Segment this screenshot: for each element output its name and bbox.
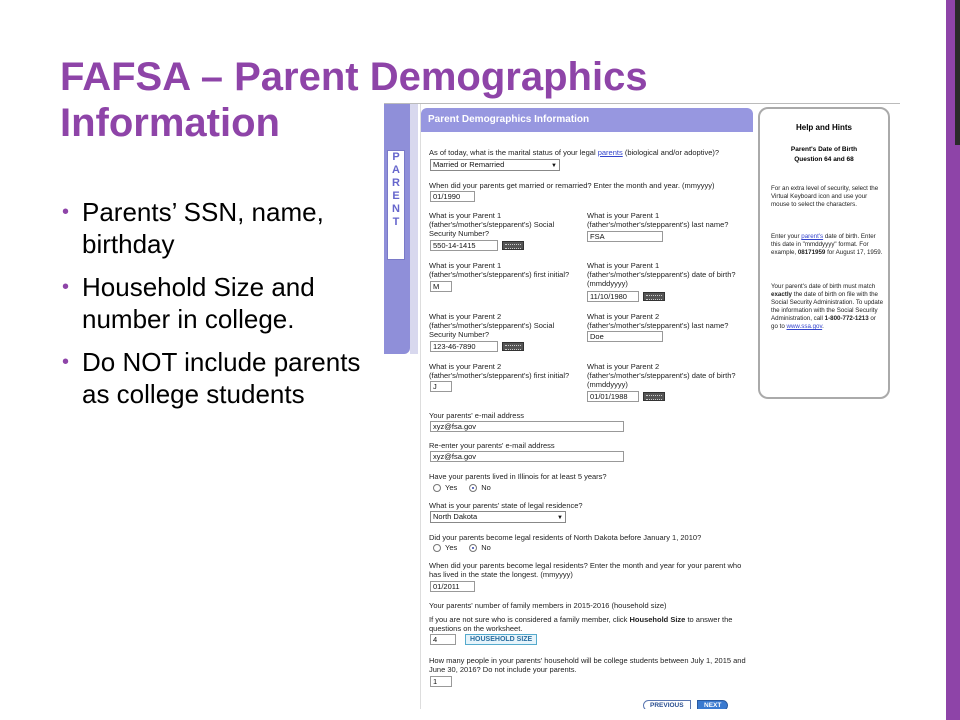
virtual-keyboard-icon[interactable] [643, 292, 665, 301]
p1-ssn-input[interactable]: 550-14-1415 [430, 240, 498, 251]
in-college-question: How many people in your parents' household will be college students between July 1, 2015 and June 30, 2016? Do not include your parents. [429, 656, 746, 674]
p1-ssn-question: What is your Parent 1 (father's/mother's/stepparent's) Social Security Number? [429, 211, 555, 238]
email-input[interactable]: xyz@fsa.gov [430, 421, 624, 432]
no-label: No [481, 543, 491, 552]
chevron-down-icon: ▼ [551, 163, 557, 169]
p1-initial-input[interactable]: M [430, 281, 452, 292]
email-confirm-input[interactable]: xyz@fsa.gov [430, 451, 624, 462]
tab-letter: E [392, 190, 400, 202]
p2-last-name-input[interactable]: Doe [587, 331, 663, 342]
married-date-question: When did your parents get married or remarried? Enter the month and year. (mmyyyy) [429, 181, 715, 190]
household-hint [429, 615, 747, 633]
state-select[interactable] [430, 511, 566, 523]
hints-p2-text: Enter your [771, 233, 802, 240]
chevron-down-icon: ▼ [557, 515, 563, 521]
marital-q-text-end: (biological and/or adoptive)? [622, 148, 720, 157]
virtual-keyboard-icon[interactable] [643, 392, 665, 401]
in-college-input[interactable]: 1 [430, 676, 452, 687]
bullet-item: • Do NOT include parents as college students [62, 346, 362, 410]
hints-paragraph-1: For an extra level of security, select the Virtual Keyboard icon and use your mouse to select the characters. [771, 185, 879, 208]
married-date-input[interactable]: 01/1990 [430, 191, 475, 202]
legal-yes-radio[interactable] [433, 544, 441, 552]
hints-paragraph-3 [771, 283, 883, 331]
parent-demographics-form [420, 104, 752, 709]
parent-tab-strip [387, 150, 405, 260]
p2-ssn-input[interactable]: 123-46-7890 [430, 341, 498, 352]
p1-last-name-input[interactable]: FSA [587, 231, 663, 242]
household-size-input[interactable]: 4 [430, 634, 456, 645]
parents-hint-link[interactable]: parent's [801, 233, 824, 240]
hints-topic: Parent's Date of Birth [790, 146, 858, 153]
no-label: No [481, 483, 491, 492]
hints-p3-middle: the date of birth on file with the Social Security Administration. To update the information with the Social Security Administration, call [771, 291, 884, 322]
lived-5yrs-radio-group [433, 483, 503, 492]
parents-link[interactable]: parents [597, 148, 623, 157]
bullet-item: • Household Size and number in college. [62, 271, 362, 335]
legal-no-radio[interactable] [469, 544, 477, 552]
form-header-title: Parent Demographics Information [428, 114, 590, 125]
virtual-keyboard-icon[interactable] [502, 342, 524, 351]
hints-p2-example: 08171959 [797, 249, 826, 256]
household-question: Your parents' number of family members in 2015-2016 (household size) [429, 601, 667, 610]
tab-letter: N [392, 203, 400, 215]
p2-initial-question: What is your Parent 2 (father's/mother's/stepparent's) first initial? [429, 362, 570, 380]
hints-p3-bold: exactly [771, 291, 792, 298]
virtual-keyboard-icon[interactable] [502, 241, 524, 250]
hints-question-ref: Question 64 and 68 [794, 156, 854, 163]
ssa-link[interactable]: www.ssa.gov [786, 323, 823, 330]
household-size-button[interactable]: HOUSEHOLD SIZE [465, 634, 537, 645]
household-hint-text: If you are not sure who is considered a family member, click [429, 615, 630, 624]
lived-no-radio[interactable] [469, 484, 477, 492]
tab-letter: R [392, 177, 400, 189]
marital-q-text: As of today, what is the marital status of your legal [429, 148, 598, 157]
hints-p3-end: . [822, 323, 824, 330]
p1-initial-question: What is your Parent 1 (father's/mother's/stepparent's) first initial? [429, 261, 570, 279]
legal-before-question: Did your parents become legal residents of North Dakota before January 1, 2010? [429, 533, 702, 542]
bullet-list [62, 196, 362, 421]
hints-p3-phone: 1-800-772-1213 [824, 315, 869, 322]
p2-initial-input[interactable]: J [430, 381, 452, 392]
form-header [421, 108, 753, 132]
state-value: North Dakota [433, 512, 478, 521]
marital-status-value: Married or Remarried [433, 160, 505, 169]
email-confirm-question: Re-enter your parents' e-mail address [429, 441, 555, 450]
tab-letter: P [392, 151, 400, 163]
hints-paragraph-2 [771, 233, 883, 257]
p1-dob-input[interactable]: 11/10/1980 [587, 291, 639, 302]
next-button[interactable]: NEXT [697, 700, 728, 709]
yes-label: Yes [445, 543, 458, 552]
tab-shade [410, 104, 418, 354]
p2-ssn-question: What is your Parent 2 (father's/mother's/stepparent's) Social Security Number? [429, 312, 555, 339]
hints-p2-middle: date of birth. Enter this date in "mmddyyyy" format. For example, [771, 233, 876, 256]
p2-dob-input[interactable]: 01/01/1988 [587, 391, 639, 402]
yes-label: Yes [445, 483, 458, 492]
fafsa-screenshot [384, 103, 900, 709]
tab-letter: A [392, 164, 400, 176]
legal-date-question: When did your parents become legal residents? Enter the month and year for your parent who has lived in the state the longest. (mmyyyy) [429, 561, 742, 579]
marital-status-select[interactable] [430, 159, 560, 171]
parent-section-tab[interactable] [384, 104, 410, 354]
legal-date-input[interactable]: 01/2011 [430, 581, 475, 592]
hints-title: Help and Hints [795, 123, 852, 132]
hints-subtitle [760, 145, 888, 165]
p2-last-question: What is your Parent 2 (father's/mother's/stepparent's) last name? [587, 312, 729, 330]
p1-last-question: What is your Parent 1 (father's/mother's/stepparent's) last name? [587, 211, 729, 229]
p1-dob-question: What is your Parent 1 (father's/mother's/stepparent's) date of birth? (mmddyyyy) [587, 261, 736, 288]
email-question: Your parents' e-mail address [429, 411, 524, 420]
legal-before-radio-group [433, 543, 503, 552]
help-hints-panel [758, 107, 890, 399]
accent-bar-top [955, 0, 960, 145]
marital-question [429, 148, 749, 157]
lived-yes-radio[interactable] [433, 484, 441, 492]
household-hint-bold: Household Size [629, 615, 686, 624]
previous-button[interactable]: PREVIOUS [643, 700, 691, 709]
hints-p2-end: for August 17, 1959. [825, 249, 883, 256]
hints-p3-text: Your parent's date of birth must match [771, 283, 876, 290]
household-hint-end: to answer the questions on the worksheet. [429, 615, 733, 633]
lived-5yrs-question: Have your parents lived in Illinois for at least 5 years? [429, 472, 607, 481]
slide-title: FAFSA – Parent Demographics Information [60, 55, 648, 145]
tab-letter: T [392, 216, 400, 228]
bullet-item: • Parents’ SSN, name, birthday [62, 196, 362, 260]
state-question: What is your parents' state of legal residence? [429, 501, 583, 510]
hints-p3-or: or go to [771, 315, 876, 330]
p2-dob-question: What is your Parent 2 (father's/mother's/stepparent's) date of birth? (mmddyyyy) [587, 362, 736, 389]
